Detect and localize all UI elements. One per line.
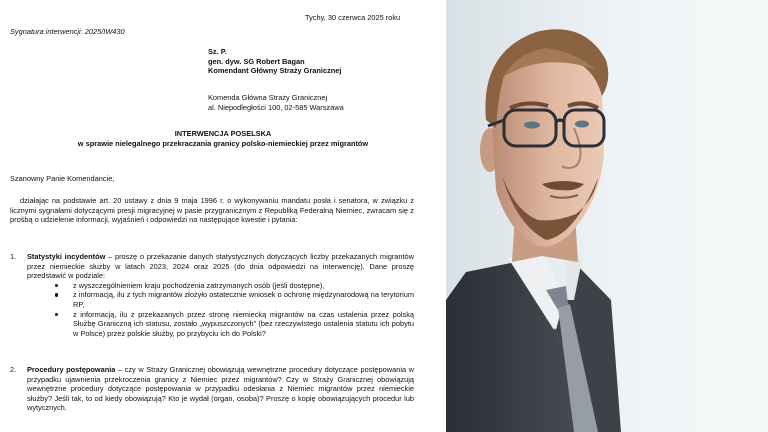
bullet-item: z informacją, ilu z przekazanych przez stronę niemiecką migrantów na czas ustalenia przez polską Służbę Graniczną ich statusu, zostało „wypuszczonych” (bez rzeczywistego ustalenia statutu ich pobytu w Polsce) przez polskie służby, po przybyciu ich do Polski? xyxy=(27,310,414,339)
address-block xyxy=(208,93,344,112)
item-number: 1. xyxy=(10,252,17,261)
recipient-position: Komendant Główny Straży Granicznej xyxy=(208,66,342,76)
place-date: Tychy, 30 czerwca 2025 roku xyxy=(305,13,401,22)
address-street: al. Niepodległości 100, 02-585 Warszawa xyxy=(208,102,344,112)
intro-paragraph xyxy=(10,196,414,225)
address-institution: Komenda Główna Straży Granicznej xyxy=(208,93,328,102)
portrait-photo xyxy=(446,0,768,432)
recipient-block xyxy=(208,47,341,76)
bullet-item: z wyszczególnieniem kraju pochodzenia zatrzymanych osób (jeśli dostępne), xyxy=(27,281,414,291)
recipient-salutation: Sz. P. xyxy=(208,47,227,56)
eye-left xyxy=(524,122,540,129)
bullet-list xyxy=(27,281,414,339)
letter-heading xyxy=(0,129,446,148)
item-number: 2. xyxy=(10,365,17,374)
greeting: Szanowny Panie Komendancie, xyxy=(10,174,115,183)
item-statistics xyxy=(10,252,414,338)
portrait-illustration xyxy=(446,0,768,432)
item-title: Statystyki incydentów xyxy=(27,252,106,261)
item-title: Procedury postępowania xyxy=(27,365,116,374)
recipient-name: gen. dyw. SG Robert Bagan xyxy=(208,56,305,66)
letter-subject: w sprawie nielegalnego przekraczania granicy polsko-niemieckiej przez migrantów xyxy=(77,138,369,148)
intro-text: działając na podstawie art. 20 ustawy z dnia 9 maja 1996 r. o wykonywaniu mandatu posła i senatora, w związku z licznymi sygnałami dotyczącymi presji migracyjnej w pasie przygranicznym z Republiką Federalną Niemiec, zwracam się z prośbą o udzielenie informacji, wyjaśnień i odpowiedzi na następujące kwestie i pytania: xyxy=(10,196,414,225)
item-text: – proszę o przekazanie danych statystycznych dotyczących liczby przekazanych migrantów przez niemieckie służby w latach 2023, 2024 oraz 2025 (do dnia odpowiedzi na interwencję). Dane proszę przedstawić w podziale: xyxy=(27,252,414,281)
item-procedures xyxy=(10,365,414,413)
letter-title: INTERWENCJA POSELSKA xyxy=(174,129,272,138)
item-text: – czy w Straży Granicznej obowiązują wewnętrzne procedury dotyczące postępowania w przypadku ujawnienia przekroczenia granicy z Niemiec przez migrantów? Czy w Straży Granicznej obowiązują wewnętrzne procedury dotyczące postępowania w przypadku odesłania z Niemiec migrantów przez niemieckie służby? Jeśli tak, to od kiedy obowiązują? Kto je wydał (organ, osoba)? Proszę o kopię obowiązujących procedur lub wytycznych. xyxy=(27,365,414,413)
intervention-signature: Sygnatura interwencji: 2025/IW430 xyxy=(10,27,125,36)
eye-right xyxy=(575,121,589,128)
bullet-item: z informacją, ilu z tych migrantów złożyło ostatecznie wniosek o ochronę międzynarodową na terytorium RP, xyxy=(27,290,414,309)
